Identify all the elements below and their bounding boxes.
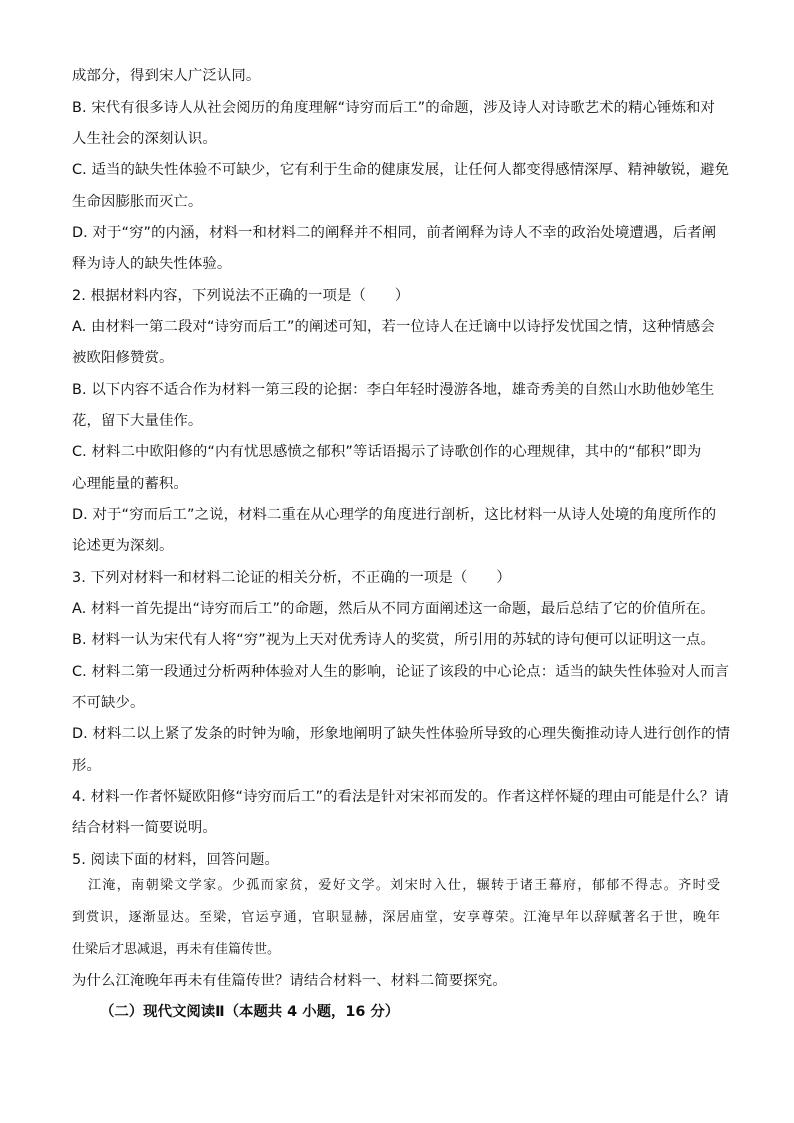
q3-option-d-line-1: D. 材料二以上紧了发条的时钟为喻，形象地阐明了缺失性体验所导致的心理失衡推动诗人进行创作的情 bbox=[72, 726, 731, 742]
q2-option-d-line-2: 论述更为深刻。 bbox=[72, 538, 174, 554]
q2-option-b-line-2: 花，留下大量佳作。 bbox=[72, 413, 203, 429]
quote-line-1: 江淹，南朝梁文学家。少孤而家贫，爱好文学。刘宋时入仕，辗转于诸王幕府，郁郁不得志。齐时受 bbox=[88, 878, 720, 893]
q2-option-a-line-2: 被欧阳修赞赏。 bbox=[72, 350, 174, 366]
q2-option-c-line-1: C. 材料二中欧阳修的“内有忧思感愤之郁积”等话语揭示了诗歌创作的心理规律，其中的“郁积”即为 bbox=[72, 444, 702, 460]
q2-option-b-line-1: B. 以下内容不适合作为材料一第三段的论据：李白年轻时漫游各地，雄奇秀美的自然山水助他妙笔生 bbox=[72, 382, 715, 398]
q3-option-c-line-2: 不可缺少。 bbox=[72, 695, 145, 711]
q2-option-a-line-1: A. 由材料一第二段对“诗穷而后工”的阐述可知，若一位诗人在迁谪中以诗抒发忧国之情，这种情感会 bbox=[72, 319, 715, 335]
option-d-line-2: 释为诗人的缺失性体验。 bbox=[72, 256, 232, 272]
option-c-line-1: C. 适当的缺失性体验不可缺少，它有利于生命的健康发展，让任何人都变得感情深厚、精神敏锐，避免 bbox=[72, 162, 730, 178]
option-b-line-2: 人生社会的深刻认识。 bbox=[72, 131, 217, 147]
q3-option-d-line-2: 形。 bbox=[72, 758, 101, 774]
q2-option-c-line-2: 心理能量的蓄积。 bbox=[72, 476, 188, 492]
question-5-prompt: 为什么江淹晚年再未有佳篇传世？请结合材料一、材料二简要探究。 bbox=[72, 973, 507, 989]
question-2-stem: 2. 根据材料内容，下列说法不正确的一项是（ ） bbox=[72, 288, 410, 304]
option-c-line-2: 生命因膨胀而灭亡。 bbox=[72, 194, 203, 210]
question-4-line-2: 结合材料一简要说明。 bbox=[72, 820, 217, 836]
q2-option-d-line-1: D. 对于“穷而后工”之说，材料二重在从心理学的角度进行剖析，这比材料一从诗人处境的角度所作的 bbox=[72, 507, 717, 523]
question-4-line-1: 4. 材料一作者怀疑欧阳修“诗穷而后工”的看法是针对宋祁而发的。作者这样怀疑的理由可能是什么？请 bbox=[72, 789, 729, 805]
q3-option-b: B. 材料一认为宋代有人将“穷”视为上天对优秀诗人的奖赏，所引用的苏轼的诗句便可以证明这一点。 bbox=[72, 632, 716, 648]
quote-line-3: 仕梁后才思减退，再未有佳篇传世。 bbox=[72, 942, 281, 957]
question-3-stem: 3. 下列对材料一和材料二论证的相关分析，不正确的一项是（ ） bbox=[72, 570, 511, 586]
quote-line-2: 到赏识，逐渐显达。至梁，官运亨通，官职显赫，深居庙堂，安享尊荣。江淹早年以辞赋著名于世，晚年 bbox=[72, 910, 720, 925]
option-b-line-1: B. 宋代有很多诗人从社会阅历的角度理解“诗穷而后工”的命题，涉及诗人对诗歌艺术的精心锤炼和对 bbox=[72, 100, 716, 116]
text-line: 成部分，得到宋人广泛认同。 bbox=[72, 68, 261, 84]
q3-option-a: A. 材料一首先提出“诗穷而后工”的命题，然后从不同方面阐述这一命题，最后总结了它的价值所在。 bbox=[72, 601, 715, 617]
question-5-stem: 5. 阅读下面的材料，回答问题。 bbox=[72, 852, 279, 868]
section-title: （二）现代文阅读Ⅱ（本题共 4 小题，16 分） bbox=[100, 1004, 400, 1020]
q3-option-c-line-1: C. 材料二第一段通过分析两种体验对人生的影响，论证了该段的中心论点：适当的缺失性体验对人而言 bbox=[72, 664, 730, 680]
option-d-line-1: D. 对于“穷”的内涵，材料一和材料二的阐释并不相同，前者阐释为诗人不幸的政治处境遭遇，后者阐 bbox=[72, 225, 717, 241]
